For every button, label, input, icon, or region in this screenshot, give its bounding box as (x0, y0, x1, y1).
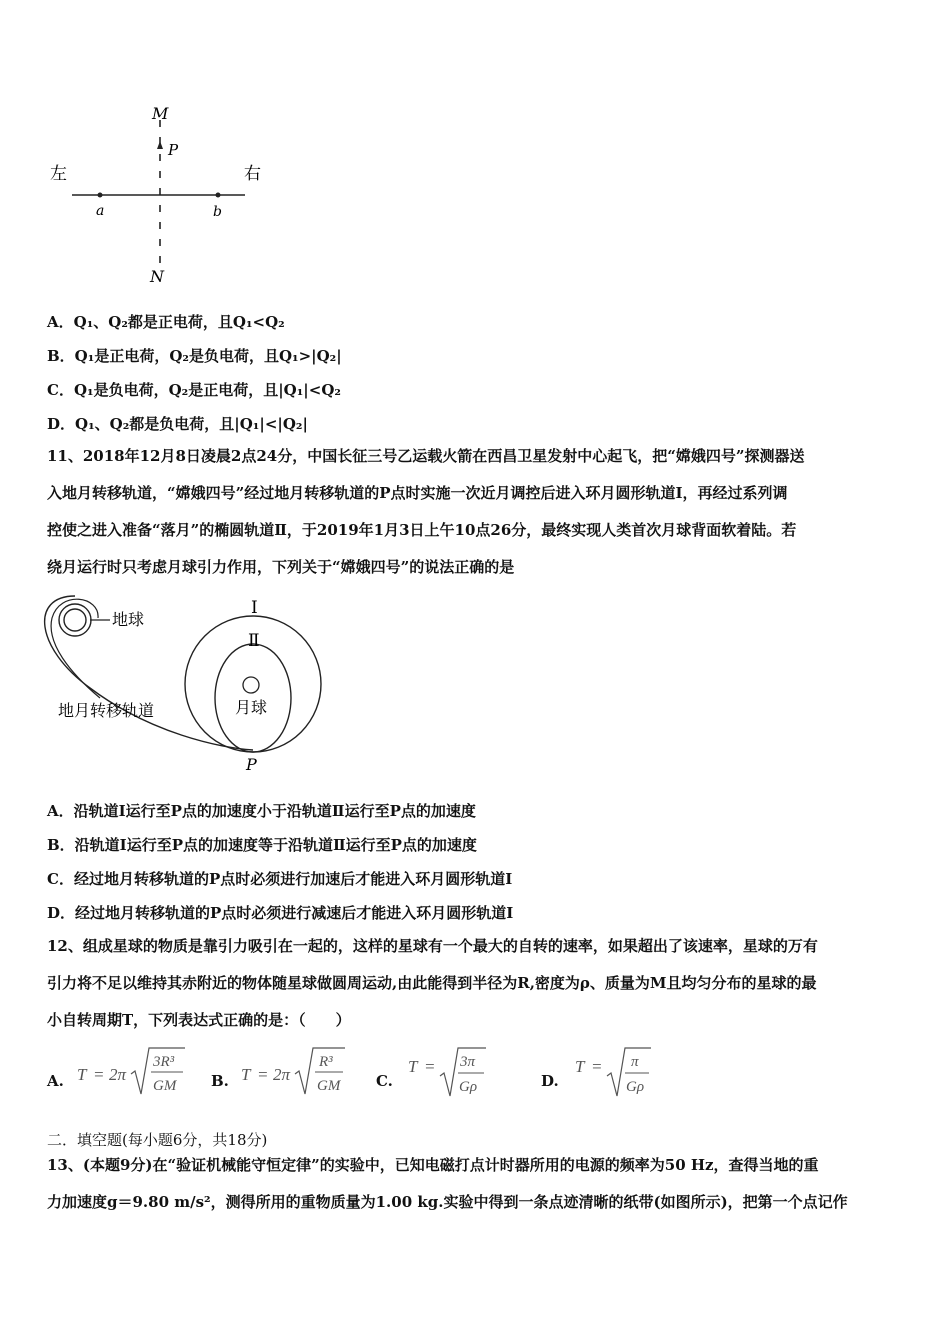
q11-option-d: D．经过地月转移轨道的P点时必须进行减速后才能进入环月圆形轨道I (47, 904, 514, 922)
formula-num: π (631, 1054, 639, 1070)
q11-line-2: 入地月转移轨道，“嫦娥四号”经过地月转移轨道的P点时实施一次近月调控后进入环月圆形轨道I，再经过系列调 (47, 484, 788, 502)
q12-option-d (541, 1042, 681, 1102)
charge-field-figure (40, 95, 280, 295)
q12-line-1: 12、组成星球的物质是靠引力吸引在一起的，这样的星球有一个最大的自转的速率，如果超出了该速率，星球的万有 (47, 937, 818, 955)
formula-lhs: T (241, 1065, 251, 1084)
q11-stem (47, 438, 909, 586)
q12-option-b-label: B. (211, 1072, 229, 1090)
formula-num: 3π (460, 1054, 476, 1070)
q12-formula-d (569, 1042, 669, 1100)
label-p: P (168, 141, 179, 159)
formula-num: R³ (319, 1054, 333, 1070)
q12-option-a-label: A. (47, 1072, 64, 1090)
q12-option-d-label: D. (541, 1072, 559, 1090)
formula-eq: = (424, 1057, 436, 1076)
label-orbit-i: I (251, 598, 258, 618)
q12-formula-a (73, 1044, 193, 1100)
q13-stem (47, 1147, 909, 1221)
formula-den: GM (153, 1078, 177, 1094)
transfer-orbit-inner (51, 599, 100, 698)
q13-line-1: 13、(本题9分)在“验证机械能守恒定律”的实验中，已知电磁打点计时器所用的电源的频率为50 Hz，查得当地的重 (47, 1156, 819, 1174)
formula-eq: = (591, 1057, 603, 1076)
label-orbit-ii: Ⅱ (248, 631, 260, 651)
q11-option-c: C．经过地月转移轨道的P点时必须进行加速后才能进入环月圆形轨道I (47, 870, 513, 888)
formula-lhs: T (408, 1057, 418, 1076)
label-b: b (213, 204, 222, 220)
q10-option-b: B．Q₁是正电荷，Q₂是负电荷，且Q₁>|Q₂| (47, 347, 342, 365)
q12-option-c (376, 1042, 516, 1102)
section-heading: 二．填空题(每小题6分，共18分) (47, 1131, 268, 1149)
point-b (216, 193, 221, 198)
label-m: M (152, 104, 169, 123)
q10-option-c: C．Q₁是负电荷，Q₂是正电荷，且|Q₁|<Q₂ (47, 381, 341, 399)
q13-line-2: 力加速度g＝9.80 m/s²，测得所用的重物质量为1.00 kg.实验中得到一条点迹清晰的纸带(如图所示)，把第一个点记作 (47, 1193, 848, 1211)
q11-line-1: 11、2018年12月8日凌晨2点24分，中国长征三号乙运载火箭在西昌卫星发射中心起飞，把“嫦娥四号”探测器送 (47, 447, 805, 465)
q12-line-2: 引力将不足以维持其赤附近的物体随星球做圆周运动,由此能得到半径为R,密度为ρ、质量为M且均匀分布的星球的最 (47, 974, 817, 992)
label-right: 右 (244, 164, 261, 184)
label-transfer-orbit: 地月转移轨道 (58, 701, 155, 720)
formula-den: Gρ (626, 1079, 645, 1095)
formula-eq: = (257, 1065, 269, 1084)
formula-lhs: T (575, 1057, 585, 1076)
earth-inner (64, 609, 86, 631)
q11-option-a: A．沿轨道I运行至P点的加速度小于沿轨道Ⅱ运行至P点的加速度 (47, 802, 476, 820)
formula-coef: 2π (109, 1065, 127, 1084)
q10-option-d: D．Q₁、Q₂都是负电荷，且|Q₁|<|Q₂| (47, 415, 308, 433)
moon-icon (243, 677, 259, 693)
q12-option-c-label: C. (376, 1072, 393, 1090)
point-a (98, 193, 103, 198)
q12-line-3: 小自转周期T，下列表达式正确的是：（ ） (47, 1011, 351, 1029)
formula-lhs: T (77, 1065, 87, 1084)
q11-line-3: 控使之进入准备“落月”的椭圆轨道Ⅱ，于2019年1月3日上午10点26分，最终实现人类首次月球背面软着陆。若 (47, 521, 797, 539)
orbit-figure (40, 588, 340, 778)
transfer-orbit (45, 596, 253, 750)
formula-num: 3R³ (153, 1054, 175, 1070)
formula-eq: = (93, 1065, 105, 1084)
q11-option-b: B．沿轨道I运行至P点的加速度等于沿轨道Ⅱ运行至P点的加速度 (47, 836, 477, 854)
q12-option-a (47, 1042, 197, 1102)
label-earth: 地球 (112, 610, 145, 629)
formula-coef: 2π (273, 1065, 291, 1084)
label-point-p: P (246, 755, 257, 774)
q10-option-a: A．Q₁、Q₂都是正电荷，且Q₁<Q₂ (47, 313, 285, 331)
q12-stem (47, 928, 909, 1039)
label-a: a (96, 203, 105, 219)
formula-den: Gρ (459, 1079, 478, 1095)
q12-formula-c (402, 1042, 502, 1100)
label-moon: 月球 (235, 698, 268, 717)
arrow-up-icon (157, 141, 163, 149)
q12-option-b (211, 1042, 361, 1102)
label-n: N (150, 267, 164, 286)
q12-formula-b (237, 1044, 357, 1100)
label-left: 左 (50, 164, 67, 184)
formula-den: GM (317, 1078, 341, 1094)
q11-line-4: 绕月运行时只考虑月球引力作用，下列关于“嫦娥四号”的说法正确的是 (47, 558, 515, 576)
